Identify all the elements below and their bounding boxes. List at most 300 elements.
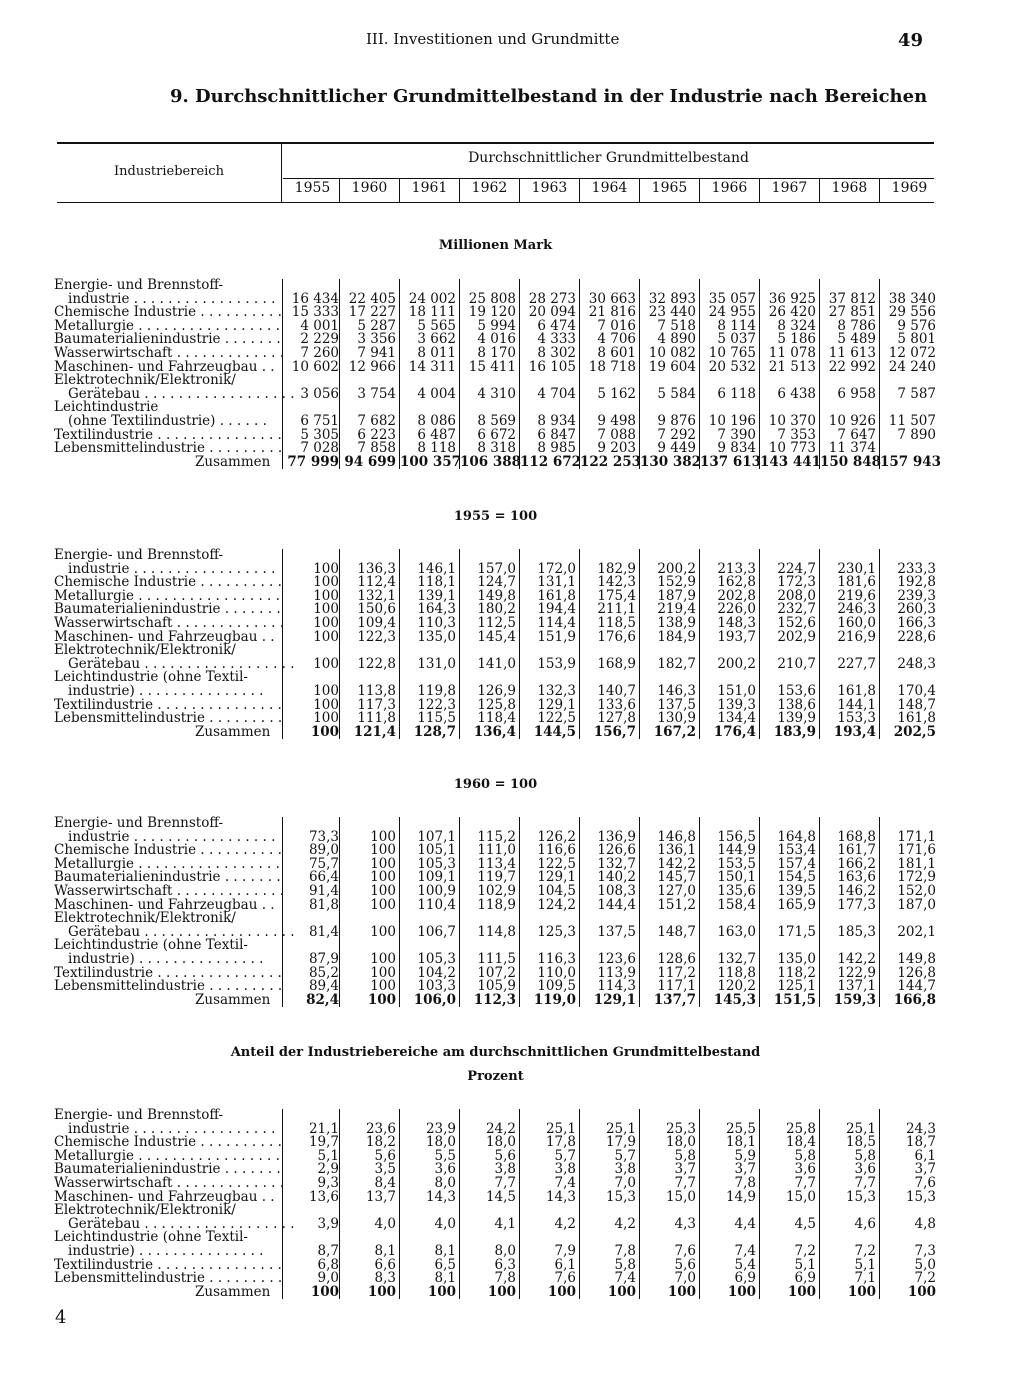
table-cell: 172,3	[777, 574, 816, 591]
table-cell: 146,3	[657, 683, 696, 699]
table-cell: 7 028	[300, 440, 339, 457]
table-cell: 66,4	[308, 869, 339, 886]
table-cell: 126,2	[537, 828, 576, 845]
table-cell: 6 958	[837, 385, 876, 402]
table-cell: 192,8	[897, 574, 936, 591]
table-cell: 216,9	[837, 628, 876, 645]
table-cell: 114,4	[537, 615, 576, 631]
column-rule	[282, 279, 283, 469]
table-cell: 136,1	[657, 842, 696, 859]
table-cell: 104,5	[537, 883, 576, 899]
table-cell: 3,8	[554, 1161, 576, 1178]
row-label: Lebensmittelindustrie . . . . . . . . .	[54, 710, 283, 727]
table-cell: 118,1	[417, 574, 456, 591]
table-cell: 123,6	[597, 951, 636, 967]
table-cell: 125,3	[537, 923, 576, 940]
table-cell: 5 186	[777, 331, 816, 348]
table-cell: 112,5	[477, 615, 516, 631]
table-cell: 138,6	[777, 696, 816, 713]
table-cell: 6,1	[554, 1256, 576, 1273]
table-cell: 118,8	[717, 964, 756, 981]
table-cell: 117,2	[657, 964, 696, 981]
table-cell: 7 858	[357, 440, 396, 457]
table-cell: 7,3	[914, 1243, 936, 1259]
table-cell: 4,0	[434, 1215, 456, 1232]
column-rule	[699, 279, 700, 469]
table-cell: 102,9	[477, 883, 516, 899]
table-cell: 104,2	[417, 964, 456, 981]
table-cell: 106,7	[417, 923, 456, 940]
table-cell: 118,9	[477, 896, 516, 913]
table-cell: 24 240	[888, 358, 936, 375]
year-separator	[639, 178, 640, 202]
table-cell: 228,6	[897, 628, 936, 645]
row-label: Wasserwirtschaft . . . . . . . . . . . . .	[54, 345, 285, 361]
table-cell: 27 851	[828, 304, 876, 321]
table-cell: 19 604	[648, 358, 696, 375]
table-cell: 200,2	[657, 560, 696, 577]
table-cell: 136,4	[473, 723, 516, 740]
table-cell: 171,1	[897, 828, 936, 845]
table-cell: 11 507	[888, 413, 936, 429]
table-cell: 202,8	[717, 587, 756, 604]
row-label: Leichtindustrie (ohne Textil-	[54, 1229, 248, 1246]
table-cell: 121,4	[353, 723, 396, 740]
table-cell: 151,0	[717, 683, 756, 699]
table-cell: 24 955	[708, 304, 756, 321]
column-rule	[879, 279, 880, 469]
table-cell: 7,8	[734, 1175, 756, 1191]
table-cell: 5 037	[717, 331, 756, 348]
table-cell: 7,7	[494, 1175, 516, 1191]
column-rule	[819, 1109, 820, 1299]
table-cell: 213,3	[717, 560, 756, 577]
table-cell: 5,4	[734, 1256, 756, 1273]
table-cell: 8 934	[537, 413, 576, 429]
table-cell: 137,7	[653, 991, 696, 1008]
table-cell: 114,3	[597, 978, 636, 995]
total-label: Zusammen	[195, 453, 271, 470]
table-cell: 100	[487, 1283, 516, 1300]
table-cell: 4,8	[914, 1215, 936, 1232]
table-cell: 91,4	[308, 883, 339, 899]
table-cell: 100,9	[417, 883, 456, 899]
table-cell: 8,1	[434, 1270, 456, 1287]
table-cell: 7,7	[854, 1175, 876, 1191]
table-cell: 128,6	[657, 951, 696, 967]
table-cell: 9 576	[897, 317, 936, 334]
table-cell: 8 170	[477, 345, 516, 361]
table-cell: 193,7	[717, 628, 756, 645]
table-cell: 3,9	[317, 1215, 339, 1232]
table-cell: 25,1	[605, 1120, 636, 1137]
table-cell: 129,1	[593, 991, 636, 1008]
table-cell: 100	[370, 842, 396, 859]
column-rule	[819, 817, 820, 1007]
table-cell: 3,7	[674, 1161, 696, 1178]
table-cell: 100	[367, 1283, 396, 1300]
row-label: Energie- und Brennstoff-	[54, 815, 224, 831]
table-cell: 125,1	[777, 978, 816, 995]
row-label: Lebensmittelindustrie . . . . . . . . .	[54, 1270, 283, 1287]
row-label: industrie) . . . . . . . . . . . . . . .	[68, 1243, 264, 1259]
table-cell: 8 786	[837, 317, 876, 334]
table-cell: 100	[370, 828, 396, 845]
row-label: Wasserwirtschaft . . . . . . . . . . . . .	[54, 615, 285, 631]
table-cell: 227,7	[837, 655, 876, 672]
table-cell: 5,8	[674, 1147, 696, 1164]
table-cell: 176,4	[713, 723, 756, 740]
section-subtitle: Prozent	[467, 1069, 524, 1084]
table-cell: 100 357	[400, 453, 462, 470]
table-cell: 36 925	[768, 290, 816, 307]
table-cell: 8 086	[417, 413, 456, 429]
table-cell: 139,3	[717, 696, 756, 713]
table-cell: 8,0	[434, 1175, 456, 1191]
year-header-1969: 1969	[891, 180, 928, 196]
table-cell: 5,1	[854, 1256, 876, 1273]
row-label: Chemische Industrie . . . . . . . . . .	[54, 304, 282, 321]
table-cell: 7,4	[734, 1243, 756, 1259]
table-cell: 100	[313, 615, 339, 631]
table-cell: 5 287	[357, 317, 396, 334]
table-cell: 16 105	[528, 358, 576, 375]
table-cell: 153,6	[777, 683, 816, 699]
table-cell: 136,3	[357, 560, 396, 577]
row-label: Textilindustrie . . . . . . . . . . . . . . .	[54, 426, 282, 443]
row-label: Leichtindustrie	[54, 399, 159, 416]
table-cell: 23,9	[425, 1120, 456, 1137]
row-label: Wasserwirtschaft . . . . . . . . . . . . .	[54, 883, 285, 899]
table-cell: 38 340	[888, 290, 936, 307]
column-rule	[699, 817, 700, 1007]
table-cell: 8,7	[317, 1243, 339, 1259]
table-cell: 28 273	[528, 290, 576, 307]
table-cell: 152,0	[897, 883, 936, 899]
year-header-1962: 1962	[471, 180, 508, 196]
table-cell: 24,3	[905, 1120, 936, 1137]
table-cell: 8,3	[374, 1270, 396, 1287]
column-rule	[399, 817, 400, 1007]
table-cell: 100	[370, 964, 396, 981]
table-cell: 100	[313, 560, 339, 577]
column-rule	[819, 279, 820, 469]
table-cell: 25,1	[545, 1120, 576, 1137]
table-cell: 7,8	[614, 1243, 636, 1259]
footer-mark: 4	[55, 1307, 67, 1328]
table-cell: 153,9	[537, 655, 576, 672]
table-cell: 211,1	[597, 601, 636, 618]
table-cell: 120,2	[717, 978, 756, 995]
table-cell: 8 324	[777, 317, 816, 334]
table-cell: 168,9	[597, 655, 636, 672]
table-cell: 10 765	[708, 345, 756, 361]
table-cell: 100	[310, 1283, 339, 1300]
year-separator	[759, 178, 760, 202]
table-cell: 3 056	[300, 385, 339, 402]
table-cell: 117,1	[657, 978, 696, 995]
table-cell: 129,1	[537, 869, 576, 886]
table-cell: 157 943	[880, 453, 942, 470]
table-cell: 202,1	[897, 923, 936, 940]
table-cell: 5,1	[794, 1256, 816, 1273]
column-rule	[819, 549, 820, 739]
column-rule	[399, 1109, 400, 1299]
total-label: Zusammen	[195, 1283, 271, 1300]
year-separator	[519, 178, 520, 202]
column-rule	[519, 279, 520, 469]
table-cell: 106,0	[413, 991, 456, 1008]
table-cell: 126,6	[597, 842, 636, 859]
table-cell: 246,3	[837, 601, 876, 618]
table-cell: 144,5	[533, 723, 576, 740]
table-cell: 100	[787, 1283, 816, 1300]
table-cell: 6,1	[914, 1147, 936, 1164]
table-cell: 35 057	[708, 290, 756, 307]
table-cell: 7 647	[837, 426, 876, 443]
table-cell: 158,4	[717, 896, 756, 913]
table-cell: 8,1	[374, 1243, 396, 1259]
table-cell: 8 114	[717, 317, 756, 334]
table-cell: 14 311	[408, 358, 456, 375]
table-cell: 5 489	[837, 331, 876, 348]
row-label: industrie) . . . . . . . . . . . . . . .	[68, 951, 264, 967]
table-cell: 8,0	[494, 1243, 516, 1259]
table-cell: 13,6	[308, 1188, 339, 1205]
table-cell: 20 532	[708, 358, 756, 375]
table-cell: 10 370	[768, 413, 816, 429]
table-cell: 146,8	[657, 828, 696, 845]
table-cell: 170,4	[897, 683, 936, 699]
table-cell: 25,8	[785, 1120, 816, 1137]
table-cell: 18 718	[588, 358, 636, 375]
table-cell: 149,8	[477, 587, 516, 604]
table-cell: 156,5	[717, 828, 756, 845]
table-cell: 153,4	[777, 842, 816, 859]
table-cell: 8 601	[597, 345, 636, 361]
table-cell: 14,3	[545, 1188, 576, 1205]
table-cell: 16 434	[291, 290, 339, 307]
table-cell: 6,9	[794, 1270, 816, 1287]
table-cell: 141,0	[477, 655, 516, 672]
table-cell: 10 602	[291, 358, 339, 375]
table-cell: 156,7	[593, 723, 636, 740]
table-cell: 137 613	[700, 453, 762, 470]
table-cell: 4 004	[417, 385, 456, 402]
table-cell: 3,7	[734, 1161, 756, 1178]
table-cell: 140,2	[597, 869, 636, 886]
table-cell: 9 876	[657, 413, 696, 429]
table-cell: 202,5	[893, 723, 936, 740]
table-cell: 162,8	[717, 574, 756, 591]
row-label: Leichtindustrie (ohne Textil-	[54, 669, 248, 686]
total-label: Zusammen	[195, 723, 271, 740]
table-cell: 12 072	[888, 345, 936, 361]
row-label: Gerätebau . . . . . . . . . . . . . . . . . .	[68, 385, 295, 402]
row-label: Wasserwirtschaft . . . . . . . . . . . . .	[54, 1175, 285, 1191]
column-rule	[399, 279, 400, 469]
table-cell: 182,7	[657, 655, 696, 672]
table-cell: 4 706	[597, 331, 636, 348]
table-cell: 100	[370, 923, 396, 940]
table-cell: 9,3	[317, 1175, 339, 1191]
table-cell: 111,8	[357, 710, 396, 727]
table-cell: 100	[847, 1283, 876, 1300]
table-cell: 113,9	[597, 964, 636, 981]
table-cell: 7,6	[554, 1270, 576, 1287]
table-cell: 15 333	[291, 304, 339, 321]
table-cell: 139,1	[417, 587, 456, 604]
table-cell: 100	[313, 574, 339, 591]
section-title: Millionen Mark	[438, 238, 553, 253]
table-cell: 15 411	[468, 358, 516, 375]
row-header: Industriebereich	[114, 164, 224, 179]
column-rule	[879, 549, 880, 739]
row-label: Textilindustrie . . . . . . . . . . . . . . .	[54, 964, 282, 981]
row-label: Baumaterialienindustrie . . . . . . .	[54, 1161, 281, 1178]
table-cell: 118,4	[477, 710, 516, 727]
column-rule	[699, 549, 700, 739]
table-cell: 226,0	[717, 601, 756, 618]
table-cell: 2,9	[317, 1161, 339, 1178]
table-cell: 107,2	[477, 964, 516, 981]
table-cell: 165,9	[777, 896, 816, 913]
table-cell: 73,3	[308, 828, 339, 845]
column-rule	[759, 1109, 760, 1299]
table-cell: 145,4	[477, 628, 516, 645]
table-cell: 142,3	[597, 574, 636, 591]
table-cell: 210,7	[777, 655, 816, 672]
table-cell: 180,2	[477, 601, 516, 618]
table-cell: 18,0	[665, 1134, 696, 1151]
table-cell: 149,8	[897, 951, 936, 967]
table-cell: 7,8	[494, 1270, 516, 1287]
table-cell: 109,5	[537, 978, 576, 995]
table-cell: 130 382	[640, 453, 702, 470]
table-cell: 161,7	[837, 842, 876, 859]
column-rule	[399, 549, 400, 739]
table-cell: 248,3	[897, 655, 936, 672]
table-cell: 30 663	[588, 290, 636, 307]
table-cell: 132,1	[357, 587, 396, 604]
table-cell: 4,4	[734, 1215, 756, 1232]
table-cell: 5,6	[374, 1147, 396, 1164]
table-cell: 136,9	[597, 828, 636, 845]
table-cell: 12 966	[348, 358, 396, 375]
table-cell: 5,0	[914, 1256, 936, 1273]
year-header-1966: 1966	[711, 180, 748, 196]
table-cell: 129,1	[537, 696, 576, 713]
column-rule	[639, 279, 640, 469]
table-cell: 11 613	[828, 345, 876, 361]
table-cell: 168,8	[837, 828, 876, 845]
year-header-1955: 1955	[294, 180, 331, 196]
table-cell: 3,5	[374, 1161, 396, 1178]
table-cell: 187,9	[657, 587, 696, 604]
row-label: Lebensmittelindustrie . . . . . . . . .	[54, 978, 283, 995]
table-cell: 146,2	[837, 883, 876, 899]
table-cell: 233,3	[897, 560, 936, 577]
year-separator	[819, 178, 820, 202]
column-rule	[879, 817, 880, 1007]
table-cell: 4,5	[794, 1215, 816, 1232]
table-cell: 105,3	[417, 951, 456, 967]
row-label: industrie . . . . . . . . . . . . . . . . .	[68, 828, 276, 845]
table-cell: 137,1	[837, 978, 876, 995]
table-cell: 82,4	[306, 991, 339, 1008]
table-cell: 166,3	[897, 615, 936, 631]
column-rule	[579, 817, 580, 1007]
table-cell: 17,8	[545, 1134, 576, 1151]
table-cell: 200,2	[717, 655, 756, 672]
table-cell: 32 893	[648, 290, 696, 307]
table-cell: 115,5	[417, 710, 456, 727]
column-rule	[639, 1109, 640, 1299]
table-cell: 130,9	[657, 710, 696, 727]
table-cell: 113,8	[357, 683, 396, 699]
year-separator	[579, 178, 580, 202]
table-cell: 124,7	[477, 574, 516, 591]
table-cell: 239,3	[897, 587, 936, 604]
table-cell: 8 318	[477, 440, 516, 457]
table-cell: 5,8	[794, 1147, 816, 1164]
table-cell: 6,9	[734, 1270, 756, 1287]
year-separator	[339, 178, 340, 202]
table-cell: 100	[313, 655, 339, 672]
year-header-1961: 1961	[411, 180, 448, 196]
table-cell: 100	[367, 991, 396, 1008]
year-separator	[699, 178, 700, 202]
table-cell: 100	[313, 601, 339, 618]
year-separator	[459, 178, 460, 202]
total-label: Zusammen	[195, 991, 271, 1008]
table-cell: 18,7	[905, 1134, 936, 1151]
table-cell: 135,6	[717, 883, 756, 899]
table-cell: 21,1	[308, 1120, 339, 1137]
table-cell: 100	[907, 1283, 936, 1300]
table-cell: 100	[313, 628, 339, 645]
row-label: Maschinen- und Fahrzeugbau . .	[54, 896, 275, 913]
row-label: industrie . . . . . . . . . . . . . . . . .	[68, 290, 276, 307]
table-cell: 154,5	[777, 869, 816, 886]
table-cell: 6 672	[477, 426, 516, 443]
table-cell: 124,2	[537, 896, 576, 913]
row-label: Elektrotechnik/Elektronik/	[54, 1202, 236, 1219]
table-cell: 9 498	[597, 413, 636, 429]
table-cell: 5,1	[317, 1147, 339, 1164]
table-cell: 145,3	[713, 991, 756, 1008]
table-cell: 8,4	[374, 1175, 396, 1191]
table-cell: 15,3	[605, 1188, 636, 1205]
table-cell: 139,9	[777, 710, 816, 727]
row-label: Elektrotechnik/Elektronik/	[54, 910, 236, 927]
table-title: 9. Durchschnittlicher Grundmittelbestand in der Industrie nach Bereichen	[170, 86, 928, 107]
table-cell: 122,3	[357, 628, 396, 645]
table-cell: 100	[313, 696, 339, 713]
table-cell: 81,8	[308, 896, 339, 913]
table-cell: 24,2	[485, 1120, 516, 1137]
column-rule	[519, 817, 520, 1007]
table-cell: 15,3	[905, 1188, 936, 1205]
table-cell: 8 011	[417, 345, 456, 361]
table-cell: 119,7	[477, 869, 516, 886]
table-cell: 7,1	[854, 1270, 876, 1287]
row-label: Gerätebau . . . . . . . . . . . . . . . . . .	[68, 655, 295, 672]
table-cell: 208,0	[777, 587, 816, 604]
table-cell: 19 120	[468, 304, 516, 321]
table-cell: 142,2	[837, 951, 876, 967]
table-cell: 100	[427, 1283, 456, 1300]
